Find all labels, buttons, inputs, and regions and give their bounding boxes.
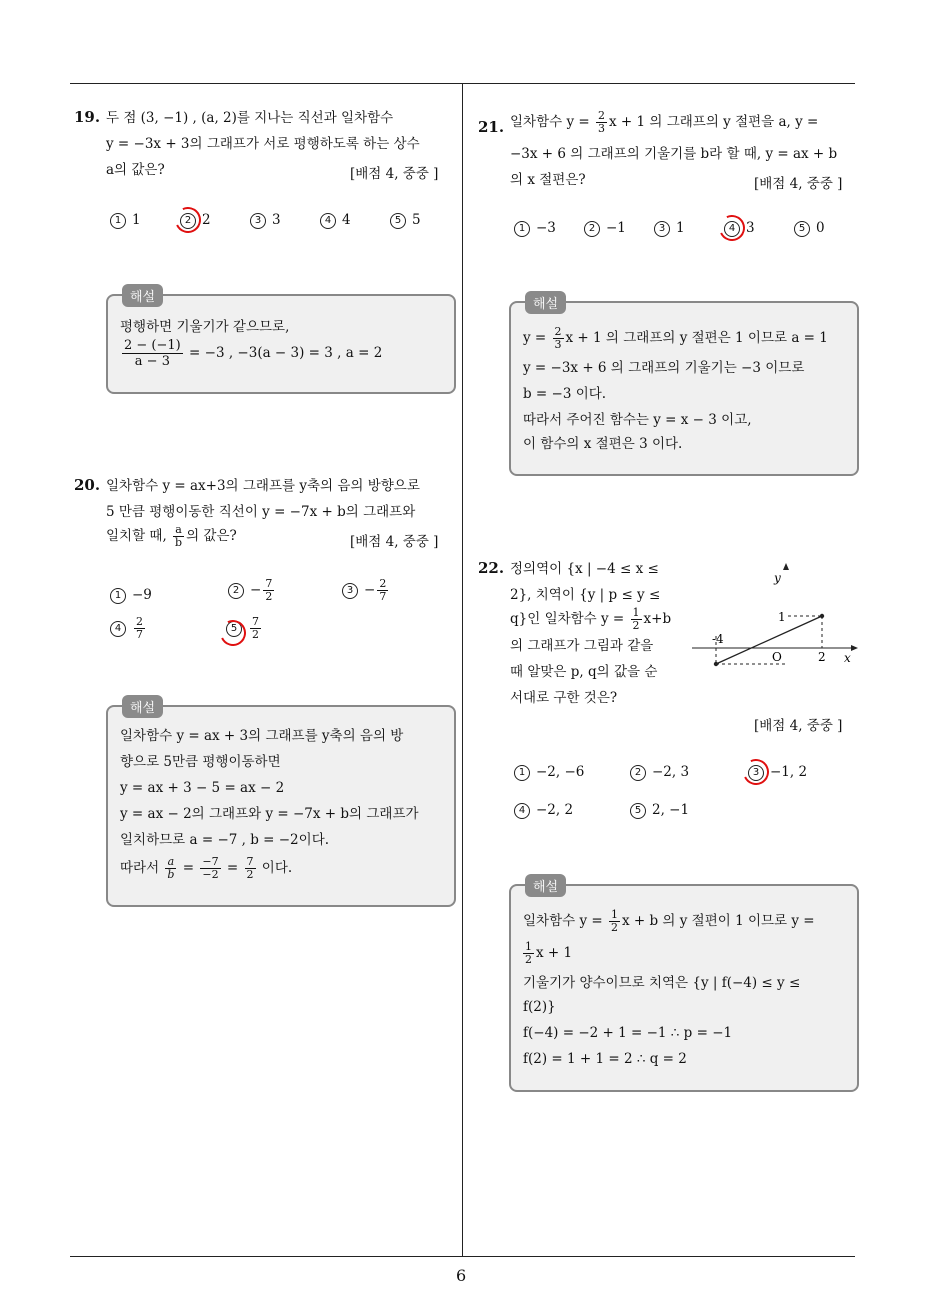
question-20-points: [배점 4, 중중 ]	[350, 534, 439, 550]
q20-solution-box	[106, 701, 456, 907]
q21-choice-5[interactable]: 5 0	[794, 220, 825, 237]
page-number: 6	[456, 1266, 467, 1285]
q22-solution-line-5: f(−4) = −2 + 1 = −1 ∴ p = −1	[523, 1025, 733, 1041]
q21-solution-line-5: 이 함수의 x 절편은 3 이다.	[523, 436, 683, 452]
q20-solution-tag: 해설	[122, 695, 163, 718]
q19-solution-tag: 해설	[122, 284, 163, 307]
q20-solution-line-2: 향으로 5만큼 평행이동하면	[120, 754, 281, 770]
column-divider	[462, 83, 463, 1256]
y-axis-arrow	[783, 563, 789, 570]
q21-solution-line-3: b = −3 이다.	[523, 386, 607, 402]
question-22-line-3: q}인 일차함수 y = $\frac{1}{2}$ x+b	[510, 606, 672, 632]
q20-choice-5[interactable]: 5 $\frac{7}{2}$	[226, 616, 263, 641]
q20-solution-line-1: 일차함수 y = ax + 3의 그래프를 y축의 음의 방	[120, 728, 404, 744]
q20-solution-line-5: 일치하므로 a = −7 , b = −2이다.	[120, 832, 330, 848]
q22-choice-3[interactable]: 3 −1, 2	[748, 764, 807, 781]
q20-solution-line-3: y = ax + 3 − 5 = ax − 2	[120, 780, 285, 796]
q19-choice-1[interactable]: 1 1	[110, 212, 141, 229]
q21-choice-2[interactable]: 2 −1	[584, 220, 626, 237]
q20-choice-3[interactable]: 3 − $\frac{2}{7}$	[342, 578, 390, 603]
question-21-line-2: −3x + 6 의 그래프의 기울기를 b라 할 때, y = ax + b	[510, 146, 838, 162]
question-20-number: 20.	[74, 476, 101, 494]
q19-choice-2[interactable]: 2 2	[180, 212, 211, 229]
q22-selected-mark	[739, 755, 772, 788]
q21-selected-mark	[715, 211, 748, 244]
q20-solution-line-4: y = ax − 2의 그래프와 y = −7x + b의 그래프가	[120, 806, 419, 822]
q21-choice-3[interactable]: 3 1	[654, 220, 685, 237]
question-19-points: [배점 4, 중중 ]	[350, 166, 439, 182]
q21-solution-line-1: y = $\frac{2}{3}$ x + 1 의 그래프의 y 절편은 1 이므로 a = 1	[523, 325, 828, 351]
q20-choice-1[interactable]: 1 −9	[110, 587, 152, 604]
q19-choice-4[interactable]: 4 4	[320, 212, 351, 229]
q22-solution-line-4: f(2)}	[523, 999, 556, 1015]
x-axis-arrow	[851, 645, 858, 651]
q22-graph	[688, 560, 863, 675]
question-21-line-1: 일차함수 y = $\frac{2}{3}$ x + 1 의 그래프의 y 절편을 a, y =	[510, 109, 819, 135]
question-22-line-1: 정의역이 {x | −4 ≤ x ≤	[510, 561, 659, 577]
question-20-line-3: 일치할 때, $\frac{a}{b}$ 의 값은?	[106, 523, 237, 549]
q19-solution-box	[106, 290, 456, 394]
q22-solution-tag: 해설	[525, 874, 566, 897]
q19-choice-5[interactable]: 5 5	[390, 212, 421, 229]
left-label: -4	[712, 632, 724, 646]
q20-solution-line-6: 따라서 $\frac{a}{b}$ = $\frac{-7}{-2}$ = $\frac{7}{2}$ 이다.	[120, 855, 293, 881]
question-19-line-3: a의 값은?	[106, 162, 165, 178]
question-22-line-5: 때 알맞은 p, q의 값을 순	[510, 664, 658, 680]
q22-choice-1[interactable]: 1 −2, −6	[514, 764, 584, 781]
q21-solution-box	[509, 297, 859, 476]
question-22-line-2: 2}, 치역이 {y | p ≤ y ≤	[510, 587, 661, 603]
question-21-number: 21.	[478, 118, 505, 136]
question-21-line-3: 의 x 절편은?	[510, 172, 586, 188]
q22-choice-4[interactable]: 4 −2, 2	[514, 802, 573, 819]
q21-choice-4[interactable]: 4 3	[724, 220, 755, 237]
question-22-number: 22.	[478, 559, 505, 577]
q19-choice-3[interactable]: 3 3	[250, 212, 281, 229]
question-20-line-1: 일차함수 y = ax+3의 그래프를 y축의 음의 방향으로	[106, 478, 420, 494]
function-line	[716, 616, 822, 664]
question-22-line-6: 서대로 구한 것은?	[510, 690, 618, 706]
q22-solution-box	[509, 880, 859, 1092]
q20-choice-2[interactable]: 2 − $\frac{7}{2}$	[228, 578, 276, 603]
q22-choice-2[interactable]: 2 −2, 3	[630, 764, 689, 781]
q22-solution-line-1: 일차함수 y = $\frac{1}{2}$ x + b 의 y 절편이 1 이므로 y =	[523, 908, 815, 934]
question-19-line-2: y = −3x + 3의 그래프가 서로 평행하도록 하는 상수	[106, 136, 420, 152]
question-19-line-1: 두 점 (3, −1) , (a, 2)를 지나는 직선과 일차함수	[106, 110, 394, 126]
q21-solution-line-4: 따라서 주어진 함수는 y = x − 3 이고,	[523, 412, 752, 428]
bottom-rule	[70, 1256, 855, 1257]
question-20-line-2: 5 만큼 평행이동한 직선이 y = −7x + b의 그래프와	[106, 504, 416, 520]
q22-solution-line-2: $\frac{1}{2}$ x + 1	[525, 940, 573, 966]
q21-solution-tag: 해설	[525, 291, 566, 314]
q19-solution-line-1: 평행하면 기울기가 같으므로,	[120, 319, 290, 335]
right-label: 2	[818, 650, 826, 664]
q19-solution-fraction: $\frac{2 - (-1)}{a - 3}$	[124, 338, 181, 369]
question-21-points: [배점 4, 중중 ]	[754, 176, 843, 192]
question-22-line-4: 의 그래프가 그림과 같을	[510, 638, 654, 654]
q22-choice-5[interactable]: 5 2, −1	[630, 802, 689, 819]
q19-selected-mark	[171, 203, 204, 236]
top-label: 1	[778, 610, 786, 624]
q21-solution-line-2: y = −3x + 6 의 그래프의 기울기는 −3 이므로	[523, 360, 805, 376]
question-19-number: 19.	[74, 108, 101, 126]
x-label: x	[844, 651, 851, 665]
q21-choice-1[interactable]: 1 −3	[514, 220, 556, 237]
q22-solution-line-3: 기울기가 양수이므로 치역은 {y | f(−4) ≤ y ≤	[523, 975, 801, 991]
question-22-points: [배점 4, 중중 ]	[754, 718, 843, 734]
q19-solution-line-2: $\frac{2 - (-1)}{a - 3}$ = −3 , −3(a − 3) = 3 , a = 2	[124, 338, 383, 369]
y-label: y	[774, 571, 781, 585]
q22-solution-line-6: f(2) = 1 + 1 = 2 ∴ q = 2	[523, 1051, 687, 1067]
q20-choice-4[interactable]: 4 $\frac{2}{7}$	[110, 616, 147, 641]
origin-label: O	[772, 650, 782, 664]
